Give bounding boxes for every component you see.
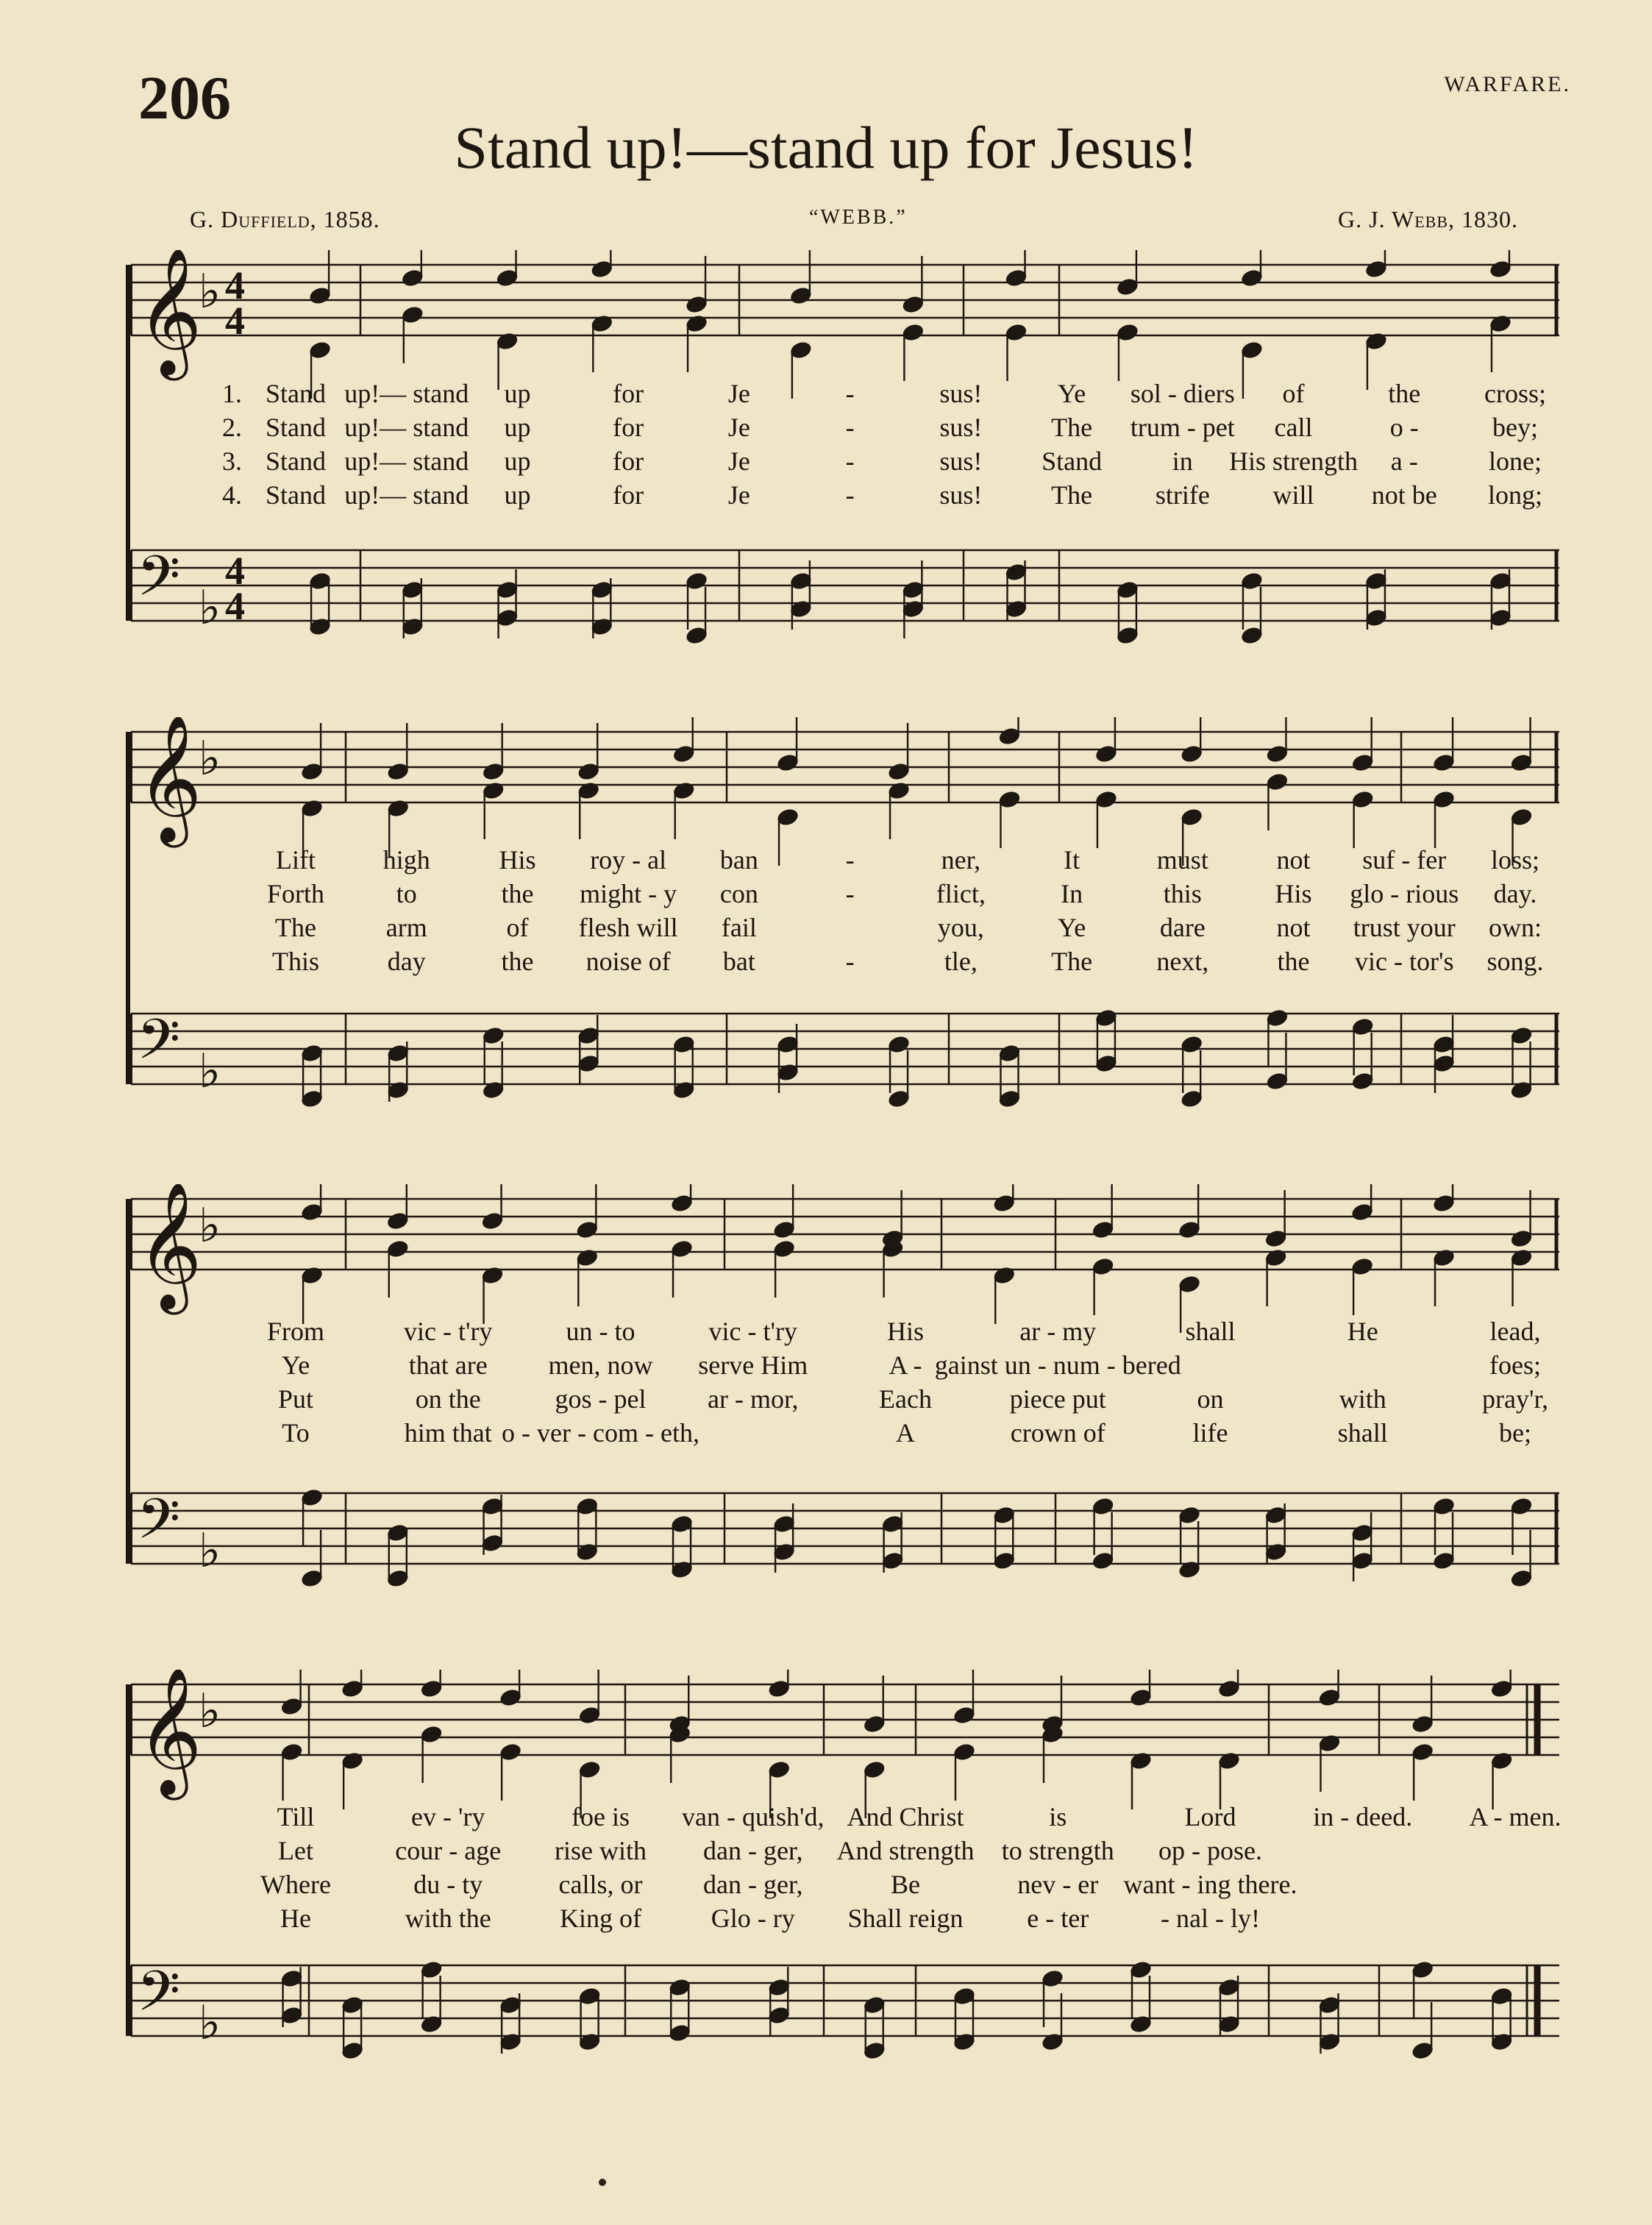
time-signature: 4 [225, 263, 245, 307]
verse-2-line [0, 877, 1652, 911]
lyric-syllable: o - ver - com - eth, [502, 1418, 699, 1448]
lyric-syllable: And strength [836, 1836, 975, 1865]
lyric-syllable: bey; [1492, 413, 1538, 442]
lyric-syllable: Forth [266, 879, 325, 908]
verse-4-line [0, 1416, 1652, 1450]
lyric-syllable: him that [404, 1418, 492, 1448]
lyric-syllable: A - men. [1469, 1802, 1562, 1831]
lyric-syllable: His [886, 1317, 925, 1346]
lyric-syllable: - [845, 413, 855, 442]
lyric-syllable: of [506, 913, 529, 942]
verse-2-line [0, 1348, 1652, 1382]
verse-2-line [0, 1834, 1652, 1868]
lyric-syllable: vic - t'ry [708, 1317, 797, 1346]
lyric-syllable: Stand [265, 379, 327, 408]
lyric-syllable: From [266, 1317, 325, 1346]
lyric-syllable: Stand [265, 413, 327, 442]
lyric-syllable: serve Him [698, 1350, 808, 1380]
verse-number: 4. [222, 480, 242, 510]
lyric-syllable: du - ty [413, 1870, 483, 1899]
flat-icon: ♭ [199, 265, 221, 319]
verse-1-line [0, 1314, 1652, 1348]
lyric-syllable: up [504, 480, 531, 510]
system-2-lyrics [0, 843, 1652, 978]
lyric-syllable: e - ter [1027, 1904, 1089, 1933]
lyric-syllable: might - y [580, 879, 677, 908]
lyric-syllable: that are [408, 1350, 488, 1380]
treble-clef-icon: 𝄞 [137, 250, 202, 375]
lyric-syllable: arm [385, 913, 427, 942]
lyric-syllable: fail [721, 913, 757, 942]
lyric-syllable: Put [277, 1384, 314, 1414]
lyric-syllable: suf - fer [1362, 845, 1447, 875]
page-mark [599, 2179, 606, 2186]
tune-name: “WEBB.” [809, 206, 908, 229]
lyric-syllable: bat [722, 947, 755, 976]
verse-1-line [0, 843, 1652, 877]
lyric-syllable: not be [1371, 480, 1437, 510]
lyric-syllable: tle, [944, 947, 978, 976]
lyric-syllable: dan - ger, [703, 1836, 803, 1865]
lyric-syllable: trum - pet [1130, 413, 1235, 442]
lyric-syllable: lead, [1489, 1317, 1541, 1346]
lyric-syllable: The [275, 913, 316, 942]
treble-clef-icon: 𝄞 [137, 1670, 202, 1795]
bass-clef-icon: 𝄢 [137, 1959, 181, 2037]
flat-icon: ♭ [199, 1996, 221, 2051]
lyric-syllable: lone; [1489, 446, 1542, 476]
lyric-syllable: call [1274, 413, 1313, 442]
bass-clef-icon: 𝄢 [137, 1487, 181, 1565]
verse-number: 2. [222, 413, 242, 442]
lyric-syllable: ar - mor, [707, 1384, 799, 1414]
lyric-syllable: flict, [936, 879, 986, 908]
lyric-syllable: loss; [1490, 845, 1540, 875]
lyric-syllable: - [845, 879, 855, 908]
lyric-syllable: up [504, 413, 531, 442]
lyric-syllable: for [613, 446, 644, 476]
bass-clef-icon: 𝄢 [137, 1007, 181, 1086]
lyric-syllable: Let [278, 1836, 313, 1865]
lyric-syllable: nev - er [1017, 1870, 1099, 1899]
lyric-syllable: Shall reign [847, 1904, 964, 1933]
lyric-syllable: shall [1337, 1418, 1388, 1448]
lyric-syllable: long; [1487, 480, 1543, 510]
lyric-syllable: piece put [1009, 1384, 1106, 1414]
flat-icon: ♭ [199, 581, 221, 636]
lyric-syllable: The [1051, 413, 1093, 442]
lyric-syllable: for [613, 413, 644, 442]
time-signature: 4 [225, 299, 245, 343]
lyric-syllable: is [1049, 1802, 1067, 1831]
lyric-syllable: cross; [1484, 379, 1546, 408]
lyric-syllable: dan - ger, [703, 1870, 803, 1899]
lyric-syllable: Je [727, 480, 750, 510]
lyric-syllable: shall [1185, 1317, 1236, 1346]
lyric-syllable: own: [1489, 913, 1542, 942]
lyric-syllable: trust your [1353, 913, 1456, 942]
lyric-syllable: - nal - ly! [1161, 1904, 1260, 1933]
lyric-syllable: not [1276, 845, 1311, 875]
lyric-syllable: Where [260, 1870, 331, 1899]
lyric-syllable: not [1276, 913, 1311, 942]
lyric-syllable: to [396, 879, 417, 908]
lyric-syllable: - [845, 845, 855, 875]
lyric-syllable: It [1064, 845, 1080, 875]
lyric-syllable: calls, or [558, 1870, 643, 1899]
lyric-syllable: up!— stand [344, 480, 469, 510]
hymn-number: 206 [138, 64, 231, 132]
lyric-syllable: song. [1487, 947, 1544, 976]
lyric-syllable: A [896, 1418, 915, 1448]
lyric-syllable: ev - 'ry [411, 1802, 485, 1831]
lyric-syllable: gos - pel [555, 1384, 647, 1414]
lyric-syllable: in [1172, 446, 1193, 476]
time-signature: 4 [225, 549, 245, 593]
lyric-syllable: men, now [548, 1350, 653, 1380]
lyric-syllable: for [613, 379, 644, 408]
lyric-syllable: the [501, 947, 534, 976]
lyric-syllable: To [282, 1418, 310, 1448]
composer-credit: G. J. Webb, 1830. [1338, 206, 1518, 232]
lyric-syllable: sol - diers [1130, 379, 1235, 408]
author-credit: G. Duffield, 1858. [190, 206, 380, 232]
lyric-syllable: His [1275, 879, 1312, 908]
flat-icon: ♭ [199, 1684, 221, 1739]
lyric-syllable: sus! [939, 446, 983, 476]
lyric-syllable: Ye [1057, 379, 1086, 408]
verse-4-line [0, 1901, 1652, 1935]
lyric-syllable: strife [1155, 480, 1210, 510]
lyric-syllable: flesh will [578, 913, 678, 942]
verse-4-line [0, 944, 1652, 978]
lyric-syllable: o - [1389, 413, 1419, 442]
lyric-syllable: must [1156, 845, 1208, 875]
lyric-syllable: glo - rious [1350, 879, 1459, 908]
lyric-syllable: His [499, 845, 536, 875]
lyric-syllable: the [1388, 379, 1421, 408]
lyric-syllable: Till [277, 1802, 315, 1831]
lyric-syllable: - [845, 947, 855, 976]
lyric-syllable: in - deed. [1313, 1802, 1413, 1831]
flat-icon: ♭ [199, 1524, 221, 1578]
lyric-syllable: con [719, 879, 758, 908]
lyric-syllable: roy - al [590, 845, 667, 875]
lyric-syllable: Je [727, 413, 750, 442]
lyric-syllable: gainst un - num - bered [934, 1350, 1181, 1380]
lyric-syllable: cour - age [395, 1836, 502, 1865]
lyric-syllable: Be [891, 1870, 920, 1899]
lyric-syllable: day [387, 947, 426, 976]
verse-3-line [0, 1868, 1652, 1901]
lyric-syllable: want - ing there. [1123, 1870, 1297, 1899]
lyric-syllable: this [1163, 879, 1202, 908]
lyric-syllable: foe is [572, 1802, 630, 1831]
time-signature: 4 [225, 584, 245, 628]
lyric-syllable: King of [560, 1904, 641, 1933]
lyric-syllable: Lift [276, 845, 316, 875]
lyric-syllable: noise of [585, 947, 671, 976]
flat-icon: ♭ [199, 1199, 221, 1253]
lyric-syllable: on the [415, 1384, 481, 1414]
lyric-syllable: In [1061, 879, 1083, 908]
lyric-syllable: next, [1156, 947, 1209, 976]
lyric-syllable: day. [1493, 879, 1537, 908]
lyric-syllable: on [1197, 1384, 1224, 1414]
lyric-syllable: op - pose. [1158, 1836, 1262, 1865]
lyric-syllable: van - quish'd, [682, 1802, 825, 1831]
lyric-syllable: He [1347, 1317, 1378, 1346]
lyric-syllable: will [1272, 480, 1314, 510]
lyric-syllable: The [1051, 480, 1093, 510]
lyric-syllable: life [1192, 1418, 1228, 1448]
system-4-lyrics [0, 1800, 1652, 1935]
lyric-syllable: ner, [941, 845, 981, 875]
lyric-syllable: sus! [939, 480, 983, 510]
lyric-syllable: sus! [939, 379, 983, 408]
lyric-syllable: the [1277, 947, 1310, 976]
lyric-syllable: pray'r, [1482, 1384, 1548, 1414]
lyric-syllable: vic - tor's [1355, 947, 1454, 976]
lyric-syllable: Stand [265, 480, 327, 510]
hymn-title: Stand up!—stand up for Jesus! [454, 114, 1198, 181]
lyric-syllable: A - [889, 1350, 922, 1380]
lyric-syllable: - [845, 446, 855, 476]
lyric-syllable: The [1051, 947, 1093, 976]
lyric-syllable: high [382, 845, 430, 875]
lyric-syllable: Each [879, 1384, 932, 1414]
verse-number: 1. [222, 379, 242, 408]
lyric-syllable: ar - my [1019, 1317, 1097, 1346]
lyric-syllable: Je [727, 379, 750, 408]
lyric-syllable: Stand [1042, 446, 1103, 476]
lyric-syllable: a - [1390, 446, 1418, 476]
lyric-syllable: Glo - ry [711, 1904, 795, 1933]
verse-number: 3. [222, 446, 242, 476]
lyric-syllable: vic - t'ry [404, 1317, 493, 1346]
verse-1-line [0, 377, 1652, 410]
lyric-syllable: be; [1499, 1418, 1531, 1448]
lyric-syllable: crown of [1010, 1418, 1106, 1448]
lyric-syllable: foes; [1489, 1350, 1541, 1380]
lyric-syllable: with [1339, 1384, 1386, 1414]
lyric-syllable: to strength [1001, 1836, 1114, 1865]
verse-3-line [0, 444, 1652, 478]
lyric-syllable: This [271, 947, 320, 976]
lyric-syllable: Ye [1057, 913, 1086, 942]
lyric-syllable: un - to [566, 1317, 635, 1346]
lyric-syllable: up [504, 446, 531, 476]
lyric-syllable: Lord [1184, 1802, 1236, 1831]
section-label: WARFARE. [1444, 72, 1571, 96]
lyric-syllable: - [845, 480, 855, 510]
lyric-syllable: - [845, 379, 855, 408]
lyric-syllable: rise with [555, 1836, 647, 1865]
lyric-syllable: you, [937, 913, 984, 942]
lyric-syllable: He [280, 1904, 311, 1933]
system-3-lyrics [0, 1314, 1652, 1450]
lyric-syllable: up!— stand [344, 413, 469, 442]
verse-2-line [0, 410, 1652, 444]
flat-icon: ♭ [199, 1044, 221, 1099]
lyric-syllable: up!— stand [344, 446, 469, 476]
lyric-syllable: for [613, 480, 644, 510]
lyric-syllable: Je [727, 446, 750, 476]
lyric-syllable: His strength [1229, 446, 1359, 476]
bass-clef-icon: 𝄢 [137, 544, 181, 622]
verse-4-line [0, 478, 1652, 512]
lyric-syllable: And Christ [847, 1802, 964, 1831]
verse-3-line [0, 911, 1652, 944]
verse-1-line [0, 1800, 1652, 1834]
treble-clef-icon: 𝄞 [137, 1184, 202, 1309]
flat-icon: ♭ [199, 732, 221, 786]
lyric-syllable: Stand [265, 446, 327, 476]
lyric-syllable: of [1282, 379, 1305, 408]
lyric-syllable: up!— stand [344, 379, 469, 408]
lyric-syllable: with the [405, 1904, 491, 1933]
lyric-syllable: up [504, 379, 531, 408]
lyric-syllable: ban [719, 845, 758, 875]
verse-3-line [0, 1382, 1652, 1416]
lyric-syllable: the [501, 879, 534, 908]
lyric-syllable: Ye [281, 1350, 310, 1380]
lyric-syllable: dare [1159, 913, 1206, 942]
treble-clef-icon: 𝄞 [137, 717, 202, 842]
lyric-syllable: sus! [939, 413, 983, 442]
system-1-lyrics [0, 377, 1652, 512]
